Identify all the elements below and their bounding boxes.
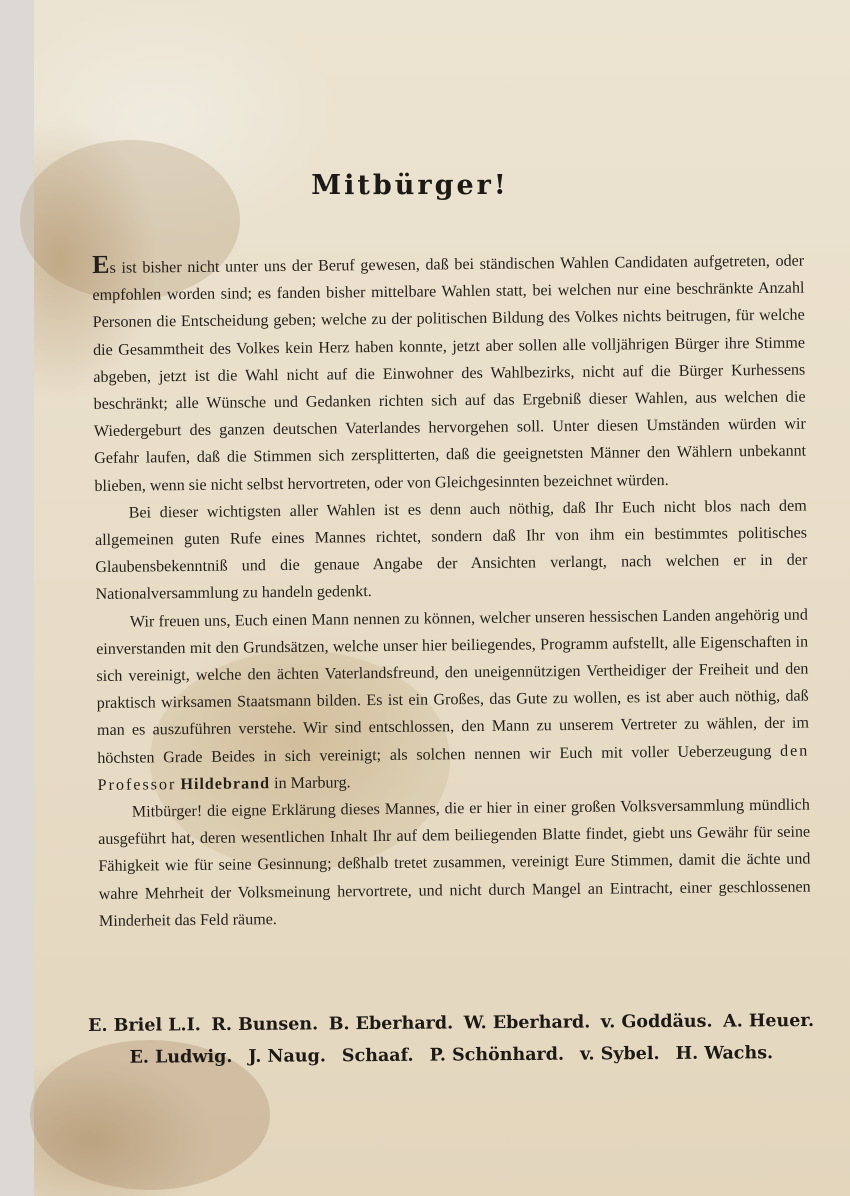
signatory-name: E. Briel L.I. bbox=[88, 1015, 201, 1036]
paragraph-1 bbox=[92, 245, 807, 500]
paragraph-4 bbox=[98, 792, 811, 935]
candidate-location: in Marburg. bbox=[273, 774, 351, 792]
candidate-title: den Professor bbox=[97, 742, 810, 794]
signatories bbox=[88, 1005, 814, 1074]
signatory-name: R. Bunsen. bbox=[211, 1014, 319, 1036]
paragraph-4-text: Mitbürger! die eigne Erklärung dieses Mannes, die er hier in einer großen Volksversammlung mündlich ausgeführt hat, deren wesentlichen Inhalt Ihr auf dem beiliegenden Blatte findet, giebt uns Gewähr für seine Fähigkeit wie für seine Gesinnung; deßhalb tretet zusammen, vereinigt Eure Stimmen, damit die ächte und wahre Mehrheit der Volksmeinung hervortrete, und nicht durch Mangel an Eintracht, einer geschlossenen Minderheit das Feld räume. bbox=[98, 796, 811, 930]
signatory-name: A. Heuer. bbox=[723, 1010, 815, 1032]
paragraph-2-text: Bei dieser wichtigsten aller Wahlen ist es denn auch nöthig, daß Ihr Euch nicht blos nach dem allgemeinen guten Rufe eines Mannes richtet, sondern daß Ihr von ihm ein bestimmtes politisches Glaubensbekenntniß und die genaue Angabe der Ansichten verlangt, nach welchen er in der Nationalversammlung zu handeln gedenkt. bbox=[94, 497, 808, 604]
signatory-line-1 bbox=[88, 1005, 814, 1042]
paragraph-1-text: s ist bisher nicht unter uns der Beruf gewesen, daß bei ständischen Wahlen Candidaten aufgetreten, oder empfohlen worden sind; es fanden bisher mittelbare Wahlen statt, bei welchen nur eine beschränkte Anzahl Personen die Entscheidung geben; welche zu der politischen Bildung des Volkes nichts beitrugen, für welche die Gesammtheit des Volkes kein Herz haben konnte, jetzt aber sollen alle volljährigen Bürger ihre Stimme abgeben, jetzt ist die Wahl nicht auf die Einwohner des Wahlbezirks, nicht auf die Bürger Kurhessens beschränkt; alle Wünsche und Gedanken richten sich auf das Ergebniß dieser Wahlen, aus welchen die Wiedergeburt des ganzen deutschen Vaterlandes hervorgehen soll. Unter diesen Umständen würden wir Gefahr laufen, daß die Stimmen sich zersplitterten, daß die geeignetsten Männer den Wählern unbekannt blieben, wenn sie nicht selbst hervortreten, oder von Gleichgesinnten bezeichnet würden. bbox=[92, 252, 807, 495]
signatory-name: v. Goddäus. bbox=[600, 1011, 713, 1033]
paragraph-3 bbox=[96, 601, 810, 799]
signatory-name: B. Eberhard. bbox=[328, 1013, 454, 1035]
signatory-name: E. Ludwig. bbox=[129, 1046, 233, 1068]
paragraph-3-text: Wir freuen uns, Euch einen Mann nennen zu können, welcher unseren hessischen Landen angehörig und einverstanden mit den Grundsätzen, welche unser hier beiliegendes, Programm aufstellt, alle Eigenschaften in sich vereinigt, welche den ächten Vaterlandsfreund, den uneigennützigen Vertheidiger der Freiheit und den praktisch wirksamen Staatsmann bilden. Es ist ein Großes, das Gute zu wollen, es ist aber auch nöthig, daß man es auszuführen verstehe. Wir sind entschlossen, den Mann zu unserem Vertreter zu wählen, der im höchsten Grade Beides in sich vereinigt; als solchen nennen wir Euch mit voller Ueberzeugung bbox=[96, 606, 810, 767]
signatory-name: v. Sybel. bbox=[580, 1044, 660, 1065]
signatory-name: J. Naug. bbox=[248, 1046, 326, 1067]
paragraph-2 bbox=[95, 492, 808, 608]
signatory-name: H. Wachs. bbox=[675, 1043, 774, 1064]
drop-cap: E bbox=[91, 249, 110, 279]
signatory-line-2 bbox=[88, 1037, 814, 1074]
document-body bbox=[92, 245, 811, 935]
signatory-name: Schaaf. bbox=[341, 1045, 414, 1067]
signatory-name: P. Schönhard. bbox=[429, 1044, 565, 1066]
document-title: Mitbürger! bbox=[311, 170, 509, 201]
signatory-name: W. Eberhard. bbox=[463, 1012, 591, 1034]
candidate-name: Hildebrand bbox=[180, 775, 271, 793]
